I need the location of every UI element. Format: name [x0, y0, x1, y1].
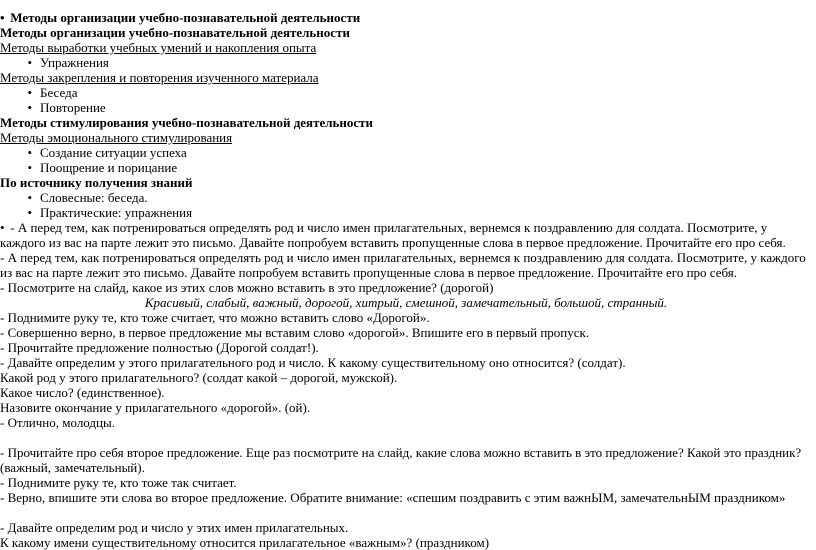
text-line: - Поднимите руку те, кто тоже считает, что можно вставить слово «Дорогой».	[0, 310, 430, 325]
list-item-text: Повторение	[40, 100, 106, 115]
paragraph-text: - А перед тем, как потренироваться определять род и число имен прилагательных, вернемся к поздравлению для солдата. Посмотрите, у каждого из вас на парте лежит это письмо. Давайте попробуем вставить пропущенные слова в первое предложение. Прочитайте его про себя.	[0, 220, 786, 250]
word-list: Красивый, слабый, важный, дорогой, хитрый, смешной, замечательный, большой, странный.	[144, 295, 668, 310]
text-line: - Отлично, молодцы.	[0, 415, 115, 430]
section-heading-stimulation: Методы стимулирования учебно-познавательной деятельности	[0, 115, 374, 130]
text-line: Какой род у этого прилагательного? (солдат какой – дорогой, мужской).	[0, 370, 398, 385]
bullet-icon	[0, 55, 40, 70]
list-item	[0, 145, 812, 160]
blank-line	[0, 430, 812, 445]
text-line: Назовите окончание у прилагательного «дорогой». (ой).	[0, 400, 311, 415]
bullet-icon	[0, 220, 7, 235]
text-line: - Совершенно верно, в первое предложение мы вставим слово «дорогой». Впишите его в первый пропуск.	[0, 325, 590, 340]
list-item	[0, 160, 812, 175]
bullet-icon	[0, 160, 40, 175]
section-heading-skills: Методы выработки учебных умений и накопления опыта	[0, 40, 317, 55]
text-line: - Давайте определим род и число у этих имен прилагательных.	[0, 520, 349, 535]
bullet-icon	[0, 190, 40, 205]
list-item-text: Словесные: беседа.	[40, 190, 148, 205]
list-item-text: Поощрение и порицание	[40, 160, 178, 175]
subsection-heading-emotional: Методы эмоционального стимулирования	[0, 130, 233, 145]
text-line: - Давайте определим у этого прилагательного род и число. К какому существительному оно относится? (солдат).	[0, 355, 626, 370]
title-line: Методы организации учебно-познавательной деятельности	[0, 25, 350, 40]
list-item-text: Создание ситуации успеха	[40, 145, 187, 160]
text-line: К какому имени существительному относится прилагательное «важным»? (праздником)	[0, 535, 490, 550]
text-line: - Посмотрите на слайд, какое из этих слов можно вставить в это предложение? (дорогой)	[0, 280, 494, 295]
list-item	[0, 205, 812, 220]
list-item-text: Беседа	[40, 85, 78, 100]
bullet-icon	[0, 100, 40, 115]
bullet-icon	[0, 145, 40, 160]
list-item-text: Упражнения	[40, 55, 109, 70]
paragraph-bulleted	[0, 220, 812, 250]
list-item	[0, 55, 812, 70]
list-item	[0, 190, 812, 205]
blank-line	[0, 505, 812, 520]
text-line: Какое число? (единственное).	[0, 385, 165, 400]
section-heading-review: Методы закрепления и повторения изученного материала	[0, 70, 319, 85]
title-text: Методы организации учебно-познавательной деятельности	[10, 10, 361, 25]
document-page	[0, 10, 812, 550]
title-line-bulleted	[0, 10, 812, 25]
section-heading-source: По источнику получения знаний	[0, 175, 193, 190]
text-line: - Верно, впишите эти слова во второе предложение. Обратите внимание: «спешим поздравить с этим важнЫМ, замечательнЫМ праздником»	[0, 490, 786, 505]
bullet-icon	[0, 205, 40, 220]
text-line: - Прочитайте предложение полностью (Дорогой солдат!).	[0, 340, 319, 355]
list-item-text: Практические: упражнения	[40, 205, 193, 220]
list-item	[0, 100, 812, 115]
paragraph: - Прочитайте про себя второе предложение. Еще раз посмотрите на слайд, какие слова можно вставить в это предложение? Какой это праздник? (важный, замечательный).	[0, 445, 802, 475]
list-item	[0, 85, 812, 100]
paragraph: - А перед тем, как потренироваться определять род и число имен прилагательных, вернемся к поздравлению для солдата. Посмотрите, у каждого из вас на парте лежит это письмо. Давайте попробуем вставить пропущенные слова в первое предложение. Прочитайте его про себя.	[0, 250, 806, 280]
bullet-icon	[0, 10, 7, 25]
text-line: - Поднимите руку те, кто тоже так считает.	[0, 475, 237, 490]
bullet-icon	[0, 85, 40, 100]
